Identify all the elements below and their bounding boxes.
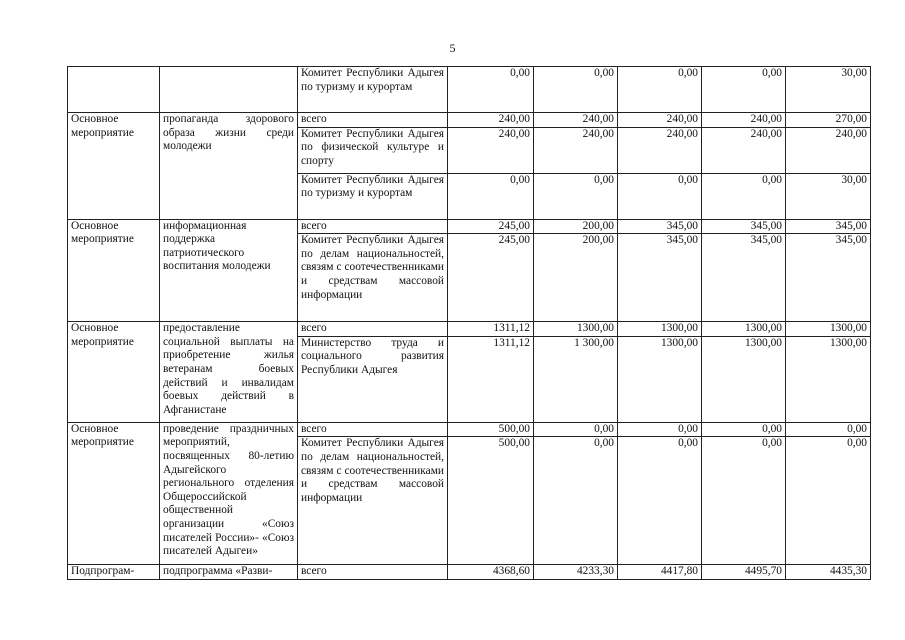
value-cell: 0,00 xyxy=(618,67,702,113)
activity-cell: Основное мероприятие xyxy=(68,422,160,565)
value-cell: 240,00 xyxy=(534,113,618,128)
value-cell: 30,00 xyxy=(786,173,871,219)
executor-cell: Комитет Республики Адыгея по делам национальностей, связям с соотечественниками и средствам массовой информации xyxy=(298,234,448,322)
executor-cell: Министерство труда и социального развития Республики Адыгея xyxy=(298,336,448,422)
value-cell: 0,00 xyxy=(534,422,618,437)
description-cell: пропаганда здорового образа жизни среди молодежи xyxy=(160,113,298,220)
value-cell: 0,00 xyxy=(702,437,786,565)
table-row xyxy=(68,422,871,437)
value-cell: 240,00 xyxy=(702,113,786,128)
description-cell: подпрограмма «Разви- xyxy=(160,565,298,580)
executor-cell: всего xyxy=(298,565,448,580)
executor-cell: Комитет Республики Адыгея по туризму и курортам xyxy=(298,173,448,219)
value-cell: 240,00 xyxy=(618,127,702,173)
value-cell: 4435,30 xyxy=(786,565,871,580)
value-cell: 345,00 xyxy=(618,219,702,234)
activity-cell: Основное мероприятие xyxy=(68,219,160,322)
value-cell: 240,00 xyxy=(702,127,786,173)
value-cell: 0,00 xyxy=(534,67,618,113)
description-cell: проведение праздничных мероприятий, посвященных 80-летию Адыгейского регионального отделения Общероссийской общественной организации «Союз писателей России»- «Союз писателей Адыгеи» xyxy=(160,422,298,565)
value-cell: 240,00 xyxy=(786,127,871,173)
value-cell: 0,00 xyxy=(448,67,534,113)
value-cell: 0,00 xyxy=(534,437,618,565)
value-cell: 1300,00 xyxy=(702,322,786,337)
value-cell: 0,00 xyxy=(702,422,786,437)
table-row xyxy=(68,219,871,234)
value-cell: 30,00 xyxy=(786,67,871,113)
value-cell: 200,00 xyxy=(534,234,618,322)
value-cell: 345,00 xyxy=(618,234,702,322)
value-cell: 240,00 xyxy=(448,127,534,173)
executor-cell: всего xyxy=(298,322,448,337)
executor-cell: всего xyxy=(298,422,448,437)
value-cell: 240,00 xyxy=(618,113,702,128)
value-cell: 345,00 xyxy=(786,219,871,234)
activity-cell: Основное мероприятие xyxy=(68,322,160,423)
value-cell: 345,00 xyxy=(702,219,786,234)
value-cell: 0,00 xyxy=(534,173,618,219)
value-cell: 4417,80 xyxy=(618,565,702,580)
value-cell: 1300,00 xyxy=(618,336,702,422)
executor-cell: Комитет Республики Адыгея по физической культуре и спорту xyxy=(298,127,448,173)
table-row xyxy=(68,67,871,113)
value-cell: 4368,60 xyxy=(448,565,534,580)
value-cell: 4495,70 xyxy=(702,565,786,580)
value-cell: 0,00 xyxy=(618,437,702,565)
value-cell: 500,00 xyxy=(448,437,534,565)
value-cell: 0,00 xyxy=(786,422,871,437)
value-cell: 270,00 xyxy=(786,113,871,128)
value-cell: 1300,00 xyxy=(618,322,702,337)
value-cell: 1311,12 xyxy=(448,322,534,337)
table-row xyxy=(68,113,871,128)
description-cell: информационная поддержка патриотического воспитания молодежи xyxy=(160,219,298,322)
description-cell xyxy=(160,67,298,113)
value-cell: 240,00 xyxy=(448,113,534,128)
activity-cell xyxy=(68,67,160,113)
activity-cell: Основное мероприятие xyxy=(68,113,160,220)
table-row xyxy=(68,565,871,580)
value-cell: 0,00 xyxy=(448,173,534,219)
value-cell: 1 300,00 xyxy=(534,336,618,422)
table-row xyxy=(68,322,871,337)
value-cell: 0,00 xyxy=(702,173,786,219)
executor-cell: всего xyxy=(298,219,448,234)
value-cell: 1300,00 xyxy=(786,336,871,422)
value-cell: 4233,30 xyxy=(534,565,618,580)
value-cell: 0,00 xyxy=(702,67,786,113)
executor-cell: Комитет Республики Адыгея по туризму и курортам xyxy=(298,67,448,113)
page-number: 5 xyxy=(449,41,456,55)
value-cell: 0,00 xyxy=(786,437,871,565)
executor-cell: всего xyxy=(298,113,448,128)
value-cell: 1300,00 xyxy=(534,322,618,337)
value-cell: 245,00 xyxy=(448,234,534,322)
executor-cell: Комитет Республики Адыгея по делам национальностей, связям с соотечественниками и средствам массовой информации xyxy=(298,437,448,565)
value-cell: 200,00 xyxy=(534,219,618,234)
value-cell: 240,00 xyxy=(534,127,618,173)
description-cell: предоставление социальной выплаты на приобретение жилья ветеранам боевых действий и инвалидам боевых действий в Афганистане xyxy=(160,322,298,423)
value-cell: 0,00 xyxy=(618,173,702,219)
value-cell: 1311,12 xyxy=(448,336,534,422)
value-cell: 1300,00 xyxy=(786,322,871,337)
value-cell: 345,00 xyxy=(786,234,871,322)
budget-table xyxy=(67,66,871,580)
value-cell: 345,00 xyxy=(702,234,786,322)
value-cell: 245,00 xyxy=(448,219,534,234)
value-cell: 1300,00 xyxy=(702,336,786,422)
activity-cell: Подпрограм- xyxy=(68,565,160,580)
value-cell: 0,00 xyxy=(618,422,702,437)
value-cell: 500,00 xyxy=(448,422,534,437)
